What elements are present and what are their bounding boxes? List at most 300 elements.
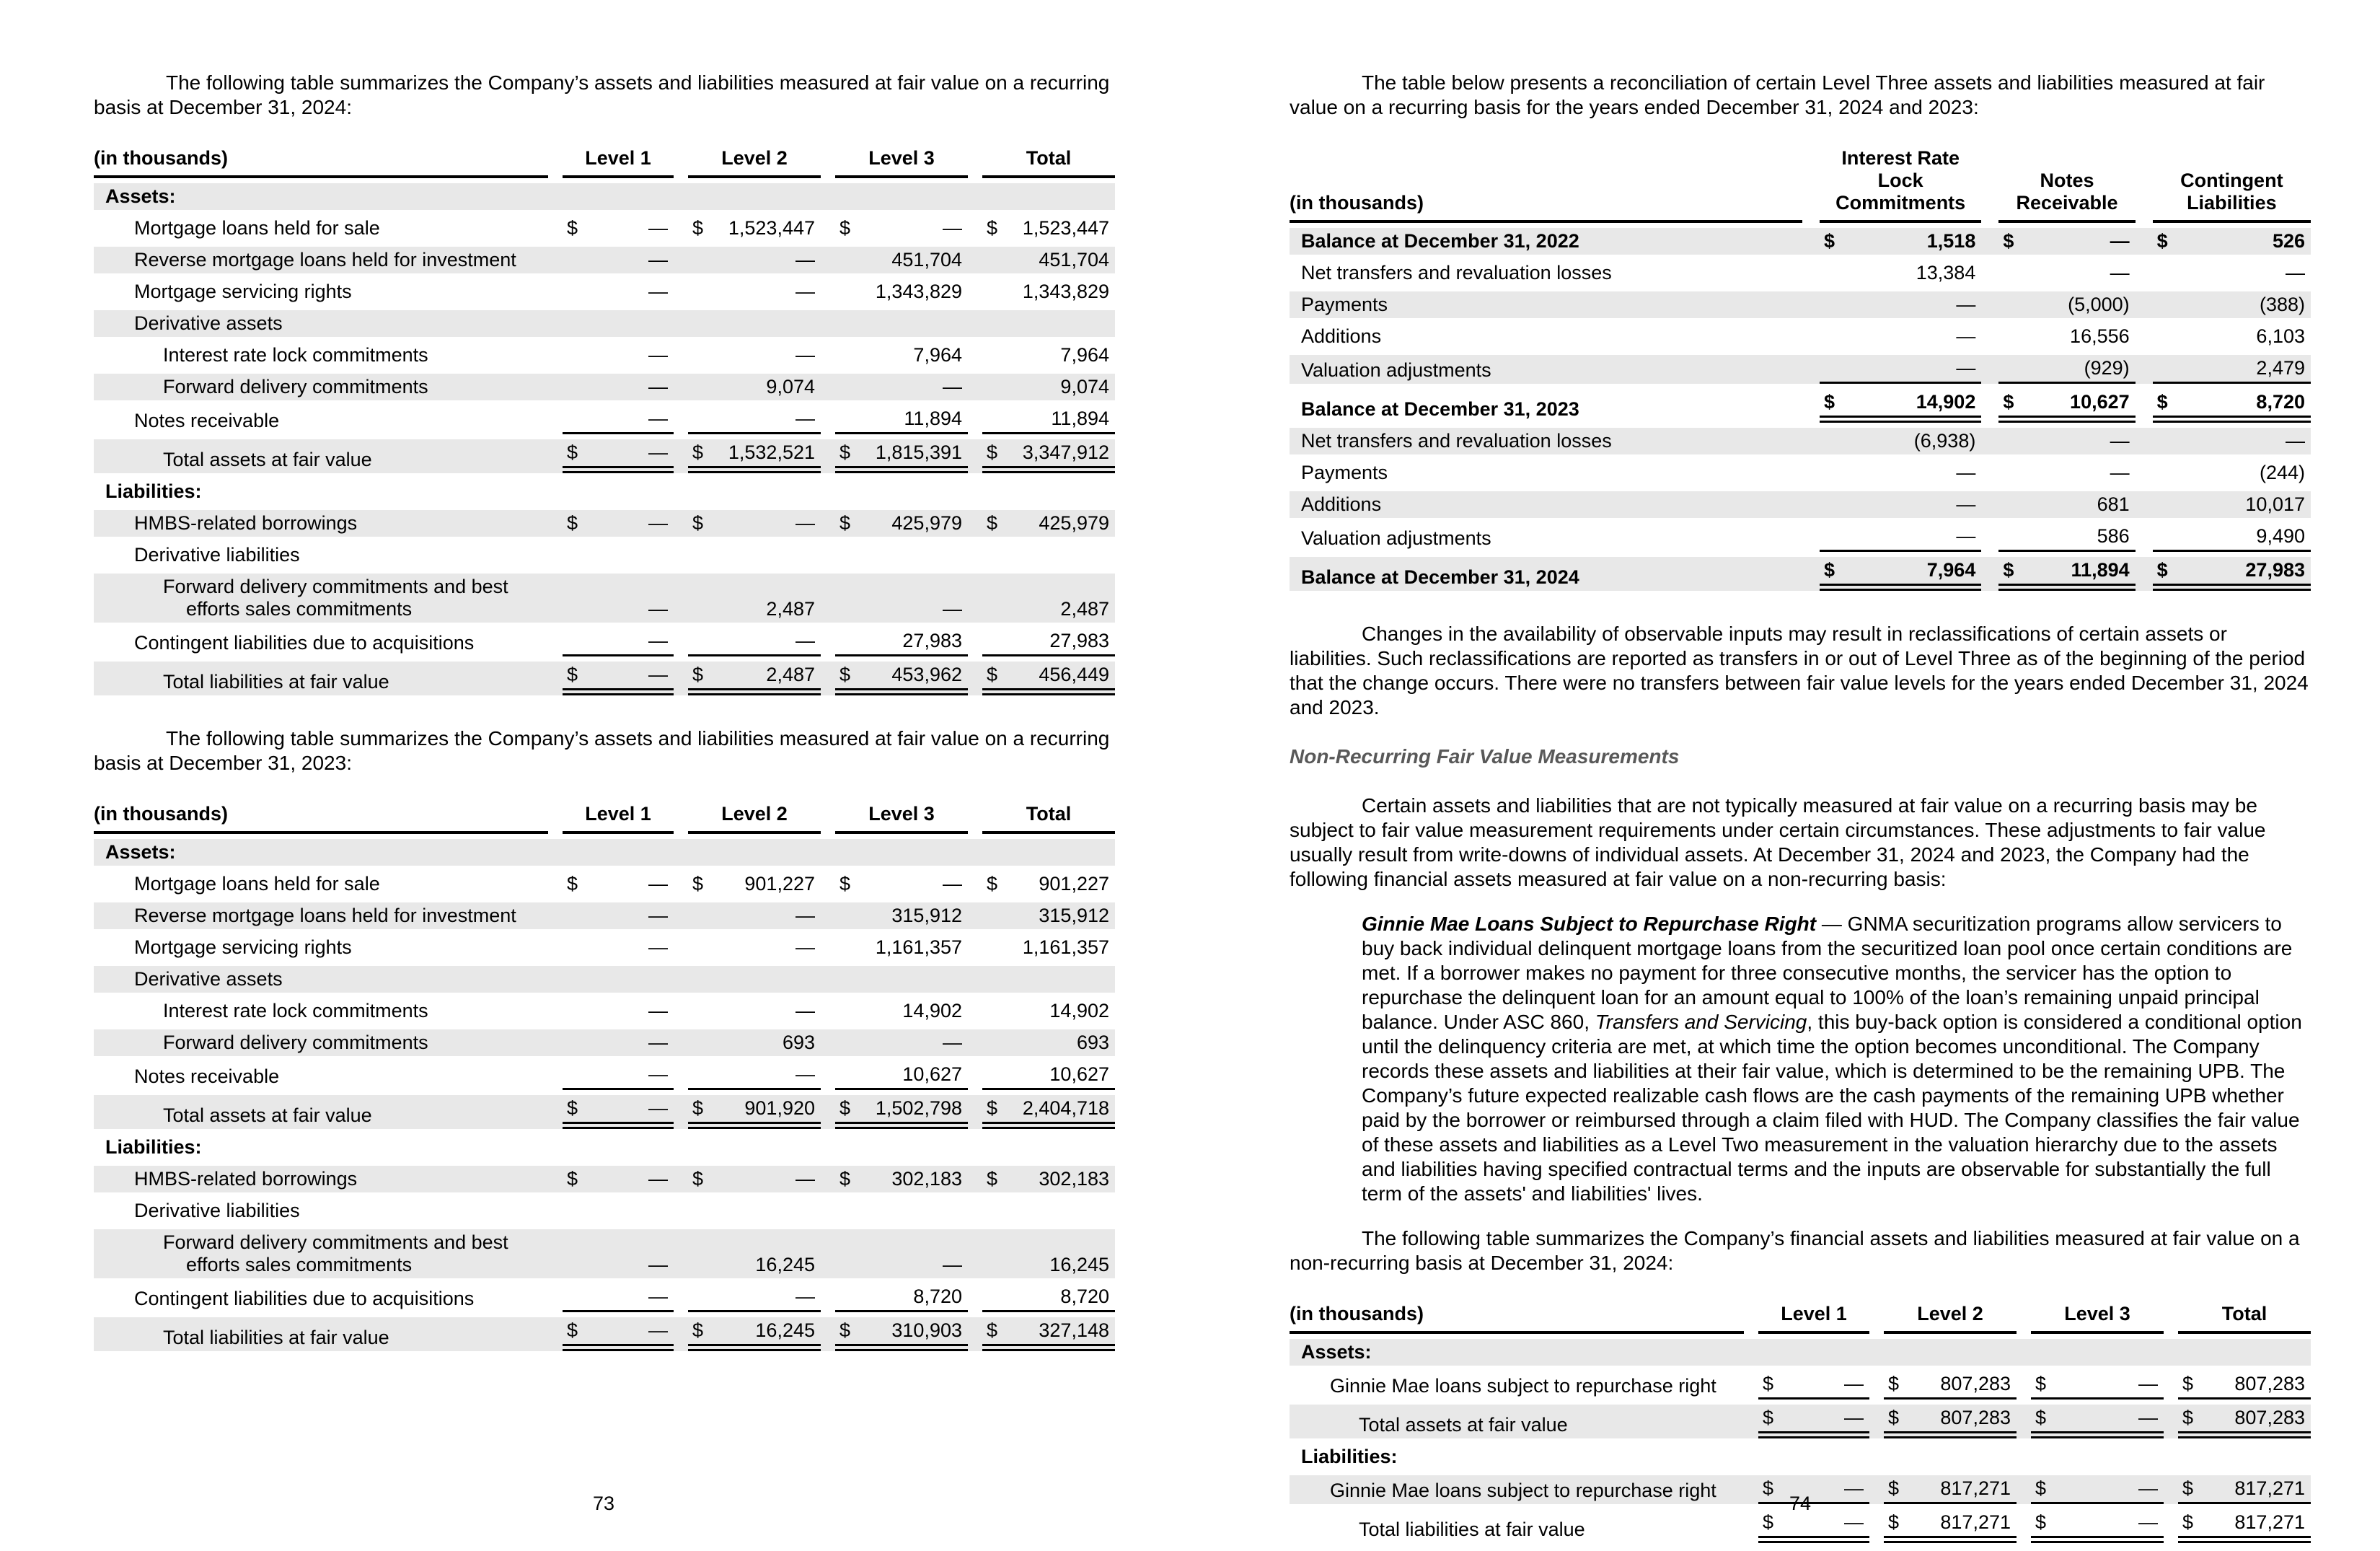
value-cell: 817,271	[1908, 1475, 2017, 1504]
dollar-sign-cell: $	[1998, 389, 2023, 423]
dollar-sign-cell: $	[839, 873, 851, 895]
dollar-sign-cell	[1998, 291, 2023, 318]
value-cell: —	[713, 902, 821, 929]
column-gap	[1981, 460, 1998, 486]
row-assets-header	[94, 839, 1115, 866]
column-header: Contingent Liabilities	[2153, 145, 2311, 223]
heading-non-recurring: Non-Recurring Fair Value Measurements	[1290, 745, 1680, 768]
value-cell: 526	[2177, 228, 2311, 255]
dollar-sign-cell	[2153, 460, 2177, 486]
dollar-sign-cell	[688, 1283, 713, 1312]
column-gap	[821, 439, 835, 473]
dollar-sign-cell	[835, 247, 860, 273]
dollar-sign-cell	[982, 628, 1007, 656]
value-cell: —	[587, 574, 674, 623]
dollar-sign-cell	[1820, 428, 1844, 454]
dollar-sign-cell: $	[987, 217, 998, 239]
value-cell: 327,148	[1007, 1317, 1115, 1351]
dollar-sign-cell	[835, 574, 860, 623]
column-gap	[1802, 145, 1820, 223]
dollar-sign-cell: $	[1820, 228, 1844, 255]
column-gap	[821, 1198, 835, 1224]
dollar-sign-cell: $	[835, 662, 860, 695]
column-gap	[821, 801, 835, 834]
value-cell	[1007, 1134, 1115, 1161]
dollar-sign-cell	[982, 574, 1007, 623]
dollar-sign-cell	[982, 183, 1007, 210]
value-cell: —	[713, 510, 821, 537]
value-cell: 681	[2023, 491, 2135, 518]
dollar-sign-cell: $	[1884, 1509, 1908, 1543]
value-cell: 9,490	[2177, 523, 2311, 552]
dollar-sign-cell: $	[835, 1317, 860, 1351]
dollar-sign-cell	[1820, 323, 1844, 350]
row-derivative-liabilities	[94, 1198, 1115, 1224]
column-gap	[968, 439, 982, 473]
column-header: Total	[982, 801, 1115, 834]
row-assets-header	[94, 183, 1115, 210]
row-total-assets	[1290, 1405, 2311, 1438]
value-cell: 1,518	[1844, 228, 1981, 255]
column-gap	[548, 1283, 563, 1312]
value-cell: 310,903	[860, 1317, 968, 1351]
dollar-sign-cell	[982, 1134, 1007, 1161]
column-gap	[1802, 228, 1820, 255]
row-label: Interest rate lock commitments	[163, 344, 428, 366]
dollar-sign-cell	[563, 1029, 587, 1056]
dollar-sign-cell	[2153, 428, 2177, 454]
dollar-sign-cell	[982, 1198, 1007, 1224]
row-interest-rate-lock-commitments	[94, 342, 1115, 369]
column-header: Level 3	[835, 801, 968, 834]
dollar-sign-cell	[688, 542, 713, 568]
column-gap	[821, 998, 835, 1024]
column-gap	[1869, 1444, 1884, 1470]
dollar-sign-cell	[563, 405, 587, 434]
row-additions-2023	[1290, 323, 2311, 350]
column-header: Total	[2178, 1301, 2311, 1334]
column-gap	[968, 1283, 982, 1312]
column-gap	[548, 1317, 563, 1351]
fair-value-table-2023	[94, 796, 1114, 1356]
column-gap	[968, 542, 982, 568]
column-gap	[548, 1229, 563, 1278]
column-gap	[548, 1061, 563, 1090]
dollar-sign-cell	[1820, 491, 1844, 518]
dollar-sign-cell	[563, 278, 587, 305]
column-gap	[2136, 523, 2153, 552]
value-cell: 451,704	[860, 247, 968, 273]
column-gap	[968, 342, 982, 369]
dollar-sign-cell	[563, 998, 587, 1024]
row-label: Notes receivable	[134, 410, 280, 431]
column-gap	[1802, 291, 1820, 318]
dollar-sign-cell	[563, 247, 587, 273]
dollar-sign-cell	[563, 934, 587, 961]
dollar-sign-cell: $	[688, 1166, 713, 1192]
row-total-liabilities	[94, 1317, 1115, 1351]
dollar-sign-cell: $	[835, 510, 860, 537]
dollar-sign-cell	[688, 342, 713, 369]
value-cell: —	[587, 1061, 674, 1090]
page-number-73: 73	[592, 1493, 615, 1514]
dollar-sign-cell	[688, 1029, 713, 1056]
value-cell	[860, 183, 968, 210]
value-cell: —	[1783, 1371, 1869, 1400]
column-gap	[2136, 355, 2153, 384]
column-gap	[548, 1134, 563, 1161]
column-gap	[821, 839, 835, 866]
dollar-sign-cell	[563, 966, 587, 993]
row-total-liabilities	[94, 662, 1115, 695]
table-header-row	[1290, 1301, 2311, 1334]
dollar-sign-cell: $	[2178, 1475, 2203, 1504]
dollar-sign-cell	[2178, 1339, 2203, 1366]
column-header-label: (in thousands)	[94, 145, 548, 178]
dollar-sign-cell: $	[2153, 557, 2177, 591]
value-cell	[1007, 542, 1115, 568]
column-gap	[821, 145, 835, 178]
column-gap	[821, 902, 835, 929]
value-cell: —	[587, 1029, 674, 1056]
column-gap	[1802, 428, 1820, 454]
row-forward-delivery-best-efforts	[94, 574, 1115, 623]
dollar-sign-cell	[835, 1283, 860, 1312]
column-gap	[1981, 291, 1998, 318]
value-cell: —	[587, 662, 674, 695]
dollar-sign-cell	[2153, 291, 2177, 318]
value-cell	[2203, 1339, 2311, 1366]
dollar-sign-cell: $	[563, 439, 587, 473]
value-cell: —	[2110, 462, 2130, 483]
row-interest-rate-lock-commitments	[94, 998, 1115, 1024]
column-gap	[548, 871, 563, 897]
column-gap	[2136, 389, 2153, 423]
dollar-sign-cell	[688, 839, 713, 866]
value-cell: 901,227	[744, 873, 815, 895]
value-cell: —	[795, 1000, 815, 1021]
dollar-sign-cell	[688, 628, 713, 656]
column-gap	[821, 1134, 835, 1161]
row-derivative-assets	[94, 966, 1115, 993]
dollar-sign-cell: $	[2031, 1405, 2055, 1438]
column-gap	[1981, 355, 1998, 384]
column-gap	[821, 183, 835, 210]
value-cell: —	[587, 1317, 674, 1351]
value-cell: 10,627	[2023, 389, 2135, 423]
column-gap	[821, 310, 835, 337]
value-cell: —	[713, 405, 821, 434]
column-gap	[821, 1095, 835, 1129]
dollar-sign-cell	[563, 542, 587, 568]
column-gap	[2136, 291, 2153, 318]
dollar-sign-cell	[982, 278, 1007, 305]
dollar-sign-cell	[835, 183, 860, 210]
row-label: Additions	[1301, 325, 1382, 347]
value-cell	[1007, 183, 1115, 210]
column-gap	[548, 342, 563, 369]
paragraph-intro-2023: The following table summarizes the Company’s assets and liabilities measured at fair value on a recurring basis at December 31, 2023:	[94, 727, 1110, 774]
dollar-sign-cell: $	[692, 217, 704, 239]
dollar-sign-cell	[835, 542, 860, 568]
column-gap	[548, 628, 563, 656]
value-cell: —	[1956, 462, 1976, 483]
dollar-sign-cell: $	[563, 1095, 587, 1129]
row-label: Total assets at fair value	[1290, 1405, 1744, 1438]
dollar-sign-cell	[835, 998, 860, 1024]
column-gap	[1744, 1371, 1758, 1400]
column-gap	[2017, 1339, 2031, 1366]
dollar-sign-cell: $	[1758, 1371, 1783, 1400]
page-number-74: 74	[1789, 1493, 1812, 1514]
column-gap	[548, 1029, 563, 1056]
value-cell: 9,074	[1007, 374, 1115, 400]
column-gap	[1802, 323, 1820, 350]
value-cell	[1783, 1444, 1869, 1470]
dollar-sign-cell: $	[2178, 1371, 2203, 1400]
dollar-sign-cell: $	[2178, 1405, 2203, 1438]
column-gap	[674, 871, 688, 897]
row-derivative-liabilities	[94, 542, 1115, 568]
value-cell: 817,271	[2203, 1475, 2311, 1504]
value-cell	[713, 542, 821, 568]
dollar-sign-cell	[688, 405, 713, 434]
value-cell	[860, 966, 968, 993]
dollar-sign-cell	[982, 839, 1007, 866]
row-label: Contingent liabilities due to acquisitions	[134, 632, 475, 654]
dollar-sign-cell	[2153, 355, 2177, 384]
dollar-sign-cell: $	[1758, 1405, 1783, 1438]
dollar-sign-cell: $	[835, 1166, 860, 1192]
value-cell: 8,720	[860, 1283, 968, 1312]
value-cell: 27,983	[860, 628, 968, 656]
value-cell: —	[2286, 262, 2305, 284]
dollar-sign-cell	[688, 478, 713, 505]
value-cell: (5,000)	[2023, 291, 2135, 318]
paragraph-intro-2024: The following table summarizes the Company’s assets and liabilities measured at fair value on a recurring basis at December 31, 2024:	[94, 71, 1110, 118]
dollar-sign-cell: $	[2153, 228, 2177, 255]
column-gap	[674, 1134, 688, 1161]
row-hmbs-related-borrowings	[94, 1166, 1115, 1192]
column-gap	[548, 1166, 563, 1192]
column-gap	[548, 934, 563, 961]
column-gap	[674, 510, 688, 537]
value-cell	[2203, 1444, 2311, 1470]
row-assets-header	[1290, 1339, 2311, 1366]
value-cell	[860, 542, 968, 568]
value-cell: 7,964	[1844, 557, 1981, 591]
value-cell: —	[943, 217, 962, 239]
value-cell: 425,979	[1007, 510, 1115, 537]
row-label: Reverse mortgage loans held for investment	[94, 247, 548, 273]
dollar-sign-cell: $	[835, 1095, 860, 1129]
dollar-sign-cell	[835, 934, 860, 961]
value-cell: 807,283	[2203, 1405, 2311, 1438]
dollar-sign-cell	[982, 542, 1007, 568]
dollar-sign-cell	[982, 374, 1007, 400]
row-label: Total liabilities at fair value	[94, 662, 548, 695]
dollar-sign-cell: $	[1884, 1475, 1908, 1504]
column-gap	[1802, 389, 1820, 423]
value-cell: —	[587, 902, 674, 929]
column-gap	[968, 1198, 982, 1224]
dollar-sign-cell: $	[567, 873, 578, 895]
value-cell: —	[648, 873, 668, 895]
row-label: Net transfers and revaluation losses	[1301, 262, 1612, 284]
row-label: Total liabilities at fair value	[94, 1317, 548, 1351]
financial-table	[94, 796, 1115, 1356]
dollar-sign-cell	[2031, 1444, 2055, 1470]
dollar-sign-cell: $	[692, 873, 704, 895]
value-cell: 10,627	[860, 1061, 968, 1090]
ginnie-mae-body-2: , this buy-back option is considered a conditional option until the delinquency criteria are met, at which time the option becomes unconditional. The Company records these assets and liabilities at their fair value, which is determined to be the remaining UPB. The Company’s future expected realizable cash flows are the cash payments of the remaining UPB whether paid by the borrower or reimbursed through a claim filed with HUD. The Company classifies the fair value of these assets and liabilities as a Level Two measurement in the valuation hierarchy due to the assets and liabilities having specified contractual terms and the inputs are observable for substantially the full term of the assets' and liabilities' lives.	[1362, 1011, 2302, 1205]
value-cell: 11,894	[1007, 405, 1115, 434]
column-gap	[548, 902, 563, 929]
column-gap	[968, 1061, 982, 1090]
column-gap	[821, 510, 835, 537]
value-cell	[713, 183, 821, 210]
dollar-sign-cell: $	[982, 439, 1007, 473]
column-gap	[821, 966, 835, 993]
column-gap	[674, 310, 688, 337]
row-balance-2022	[1290, 228, 2311, 255]
dollar-sign-cell	[1884, 1444, 1908, 1470]
value-cell: —	[860, 374, 968, 400]
column-gap	[2164, 1301, 2178, 1334]
dollar-sign-cell	[835, 1229, 860, 1278]
column-gap	[674, 1283, 688, 1312]
column-gap	[674, 1095, 688, 1129]
value-cell: —	[860, 574, 968, 623]
dollar-sign-cell	[688, 1229, 713, 1278]
column-header: Interest Rate Lock Commitments	[1820, 145, 1981, 223]
column-gap	[674, 839, 688, 866]
value-cell: 1,523,447	[728, 217, 815, 239]
column-header: Level 1	[563, 145, 674, 178]
value-cell: —	[1844, 355, 1981, 384]
value-cell: 302,183	[860, 1166, 968, 1192]
column-gap	[674, 801, 688, 834]
column-gap	[968, 310, 982, 337]
value-cell: 693	[1007, 1029, 1115, 1056]
dollar-sign-cell	[835, 628, 860, 656]
value-cell: 2,479	[2177, 355, 2311, 384]
value-cell: —	[860, 1029, 968, 1056]
table-header-row	[1290, 145, 2311, 223]
value-cell: —	[795, 344, 815, 366]
value-cell	[713, 966, 821, 993]
value-cell: 817,271	[2203, 1509, 2311, 1543]
dollar-sign-cell	[563, 1229, 587, 1278]
row-reverse-mortgage-loans	[94, 247, 1115, 273]
row-mortgage-servicing-rights	[94, 278, 1115, 305]
dollar-sign-cell	[835, 1198, 860, 1224]
row-label: Reverse mortgage loans held for investment	[94, 902, 548, 929]
value-cell: 2,487	[713, 574, 821, 623]
value-cell	[860, 1198, 968, 1224]
column-gap	[548, 542, 563, 568]
column-gap	[968, 934, 982, 961]
dollar-sign-cell	[2153, 323, 2177, 350]
row-label: Total assets at fair value	[94, 1095, 548, 1129]
column-gap	[674, 662, 688, 695]
row-net-transfers-2023	[1290, 260, 2311, 286]
dollar-sign-cell	[2153, 523, 2177, 552]
column-gap	[674, 1061, 688, 1090]
dollar-sign-cell	[982, 247, 1007, 273]
dollar-sign-cell	[688, 966, 713, 993]
value-cell: —	[2055, 1405, 2164, 1438]
column-gap	[674, 628, 688, 656]
column-gap	[674, 439, 688, 473]
column-gap	[548, 510, 563, 537]
column-header: Level 2	[1884, 1301, 2017, 1334]
column-gap	[1744, 1405, 1758, 1438]
dollar-sign-cell: $	[2031, 1475, 2055, 1504]
row-forward-delivery-commitments	[94, 374, 1115, 400]
row-mortgage-loans-held-for-sale	[94, 871, 1115, 897]
row-label: Balance at December 31, 2024	[1290, 557, 1802, 591]
column-gap	[548, 478, 563, 505]
column-gap	[1869, 1371, 1884, 1400]
page-73	[94, 71, 1114, 1522]
value-cell: —	[648, 1000, 668, 1021]
row-label: Valuation adjustments	[1301, 527, 1491, 549]
column-gap	[1981, 323, 1998, 350]
dollar-sign-cell	[563, 839, 587, 866]
column-gap	[674, 342, 688, 369]
dollar-sign-cell: $	[1884, 1371, 1908, 1400]
column-gap	[1802, 355, 1820, 384]
value-cell	[587, 478, 674, 505]
column-gap	[821, 1029, 835, 1056]
dollar-sign-cell: $	[2153, 389, 2177, 423]
value-cell: —	[713, 1283, 821, 1312]
column-gap	[2136, 228, 2153, 255]
row-valuation-adjustments-2024	[1290, 523, 2311, 552]
paragraph-non-recurring: Certain assets and liabilities that are not typically measured at fair value on a recurring basis may be subject to fair value measurement requirements under certain circumstances. These adjustments to fair value usually result from write-downs of individual assets. At December 31, 2024 and 2023, the Company had the following financial assets measured at fair value on a non-recurring basis:	[1290, 794, 2266, 890]
value-cell: —	[648, 281, 668, 302]
dollar-sign-cell	[1758, 1339, 1783, 1366]
value-cell: —	[1844, 491, 1981, 518]
column-gap	[968, 145, 982, 178]
dollar-sign-cell	[835, 478, 860, 505]
value-cell: (929)	[2023, 355, 2135, 384]
value-cell: —	[587, 374, 674, 400]
value-cell: 1,502,798	[860, 1095, 968, 1129]
page-74	[1290, 71, 2311, 1540]
value-cell	[1007, 966, 1115, 993]
value-cell: 9,074	[713, 374, 821, 400]
dollar-sign-cell	[688, 247, 713, 273]
row-label: Forward delivery commitments	[94, 1029, 548, 1056]
value-cell: —	[2055, 1371, 2164, 1400]
value-cell: 1,815,391	[860, 439, 968, 473]
column-gap	[821, 1229, 835, 1278]
column-gap	[674, 278, 688, 305]
dollar-sign-cell	[982, 902, 1007, 929]
row-ginnie-mae-assets	[1290, 1371, 2311, 1400]
column-gap	[674, 998, 688, 1024]
dollar-sign-cell	[982, 342, 1007, 369]
column-gap	[1802, 460, 1820, 486]
row-mortgage-loans-held-for-sale	[94, 215, 1115, 242]
value-cell: —	[1783, 1405, 1869, 1438]
dollar-sign-cell: $	[2178, 1509, 2203, 1543]
row-label: Mortgage loans held for sale	[134, 217, 380, 239]
dollar-sign-cell: $	[839, 217, 851, 239]
dollar-sign-cell	[982, 310, 1007, 337]
